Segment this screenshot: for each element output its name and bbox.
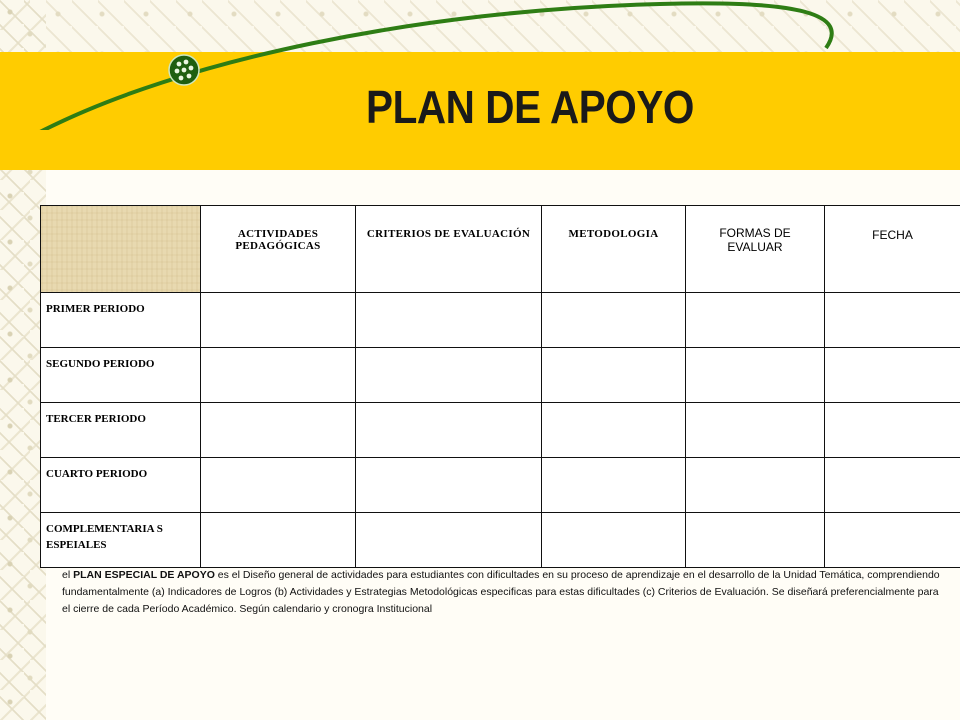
table-row [41,458,960,513]
plan-description [62,567,942,618]
table-row [41,513,960,568]
page-title: PLAN DE APOYO [366,81,694,133]
header-fecha: FECHA [825,206,960,293]
description-bold-term: PLAN ESPECIAL DE APOYO [73,569,215,581]
row-label: SEGUNDO PERIODO [41,348,201,403]
table-cell [542,293,686,348]
table-cell [356,293,542,348]
table-row [41,348,960,403]
table-cell [825,458,960,513]
table-cell [542,513,686,568]
header-actividades: ACTIVIDADES PEDAGÓGICAS [201,206,356,293]
table-cell [686,458,825,513]
table-cell [825,348,960,403]
row-label: CUARTO PERIODO [41,458,201,513]
table-cell [356,403,542,458]
row-label: COMPLEMENTARIA S ESPEIALES [41,513,201,568]
table-cell [542,403,686,458]
table-cell [686,513,825,568]
table-cell [686,293,825,348]
header-formas-de-evaluar: FORMAS DE EVALUAR [686,206,825,293]
table-cell [201,293,356,348]
table-cell [201,458,356,513]
row-label: TERCER PERIODO [41,403,201,458]
plan-table-container [40,205,960,568]
description-prefix: el [62,569,74,581]
table-cell [356,513,542,568]
table-row [41,293,960,348]
header-metodologia: METODOLOGIA [542,206,686,293]
table-cell [201,348,356,403]
header-corner-cell [41,206,201,293]
table-cell [201,403,356,458]
plan-table [40,205,960,568]
table-cell [825,513,960,568]
header-criterios: CRITERIOS DE EVALUACIÓN [356,206,542,293]
table-cell [686,348,825,403]
table-cell [686,403,825,458]
table-header-row [41,206,960,293]
row-label: PRIMER PERIODO [41,293,201,348]
table-cell [825,293,960,348]
table-cell [542,458,686,513]
table-cell [542,348,686,403]
description-text: es el Diseño general de actividades para estudiantes con dificultades en su proceso de aprendizaje en el desarrollo de la Unidad Temática, comprendiendo fundamentalmente (a) Indicadores de Logros (b) Actividades y Estrategias Metodológicas especificas para estas dificultades (c) Criterios de Evaluación. Se diseñará preferencialmente para el cierre de cada Período Académico. Según calendario y cronogra Institucional [62,569,940,615]
table-cell [356,348,542,403]
table-cell [201,513,356,568]
table-cell [356,458,542,513]
table-cell [825,403,960,458]
table-row [41,403,960,458]
